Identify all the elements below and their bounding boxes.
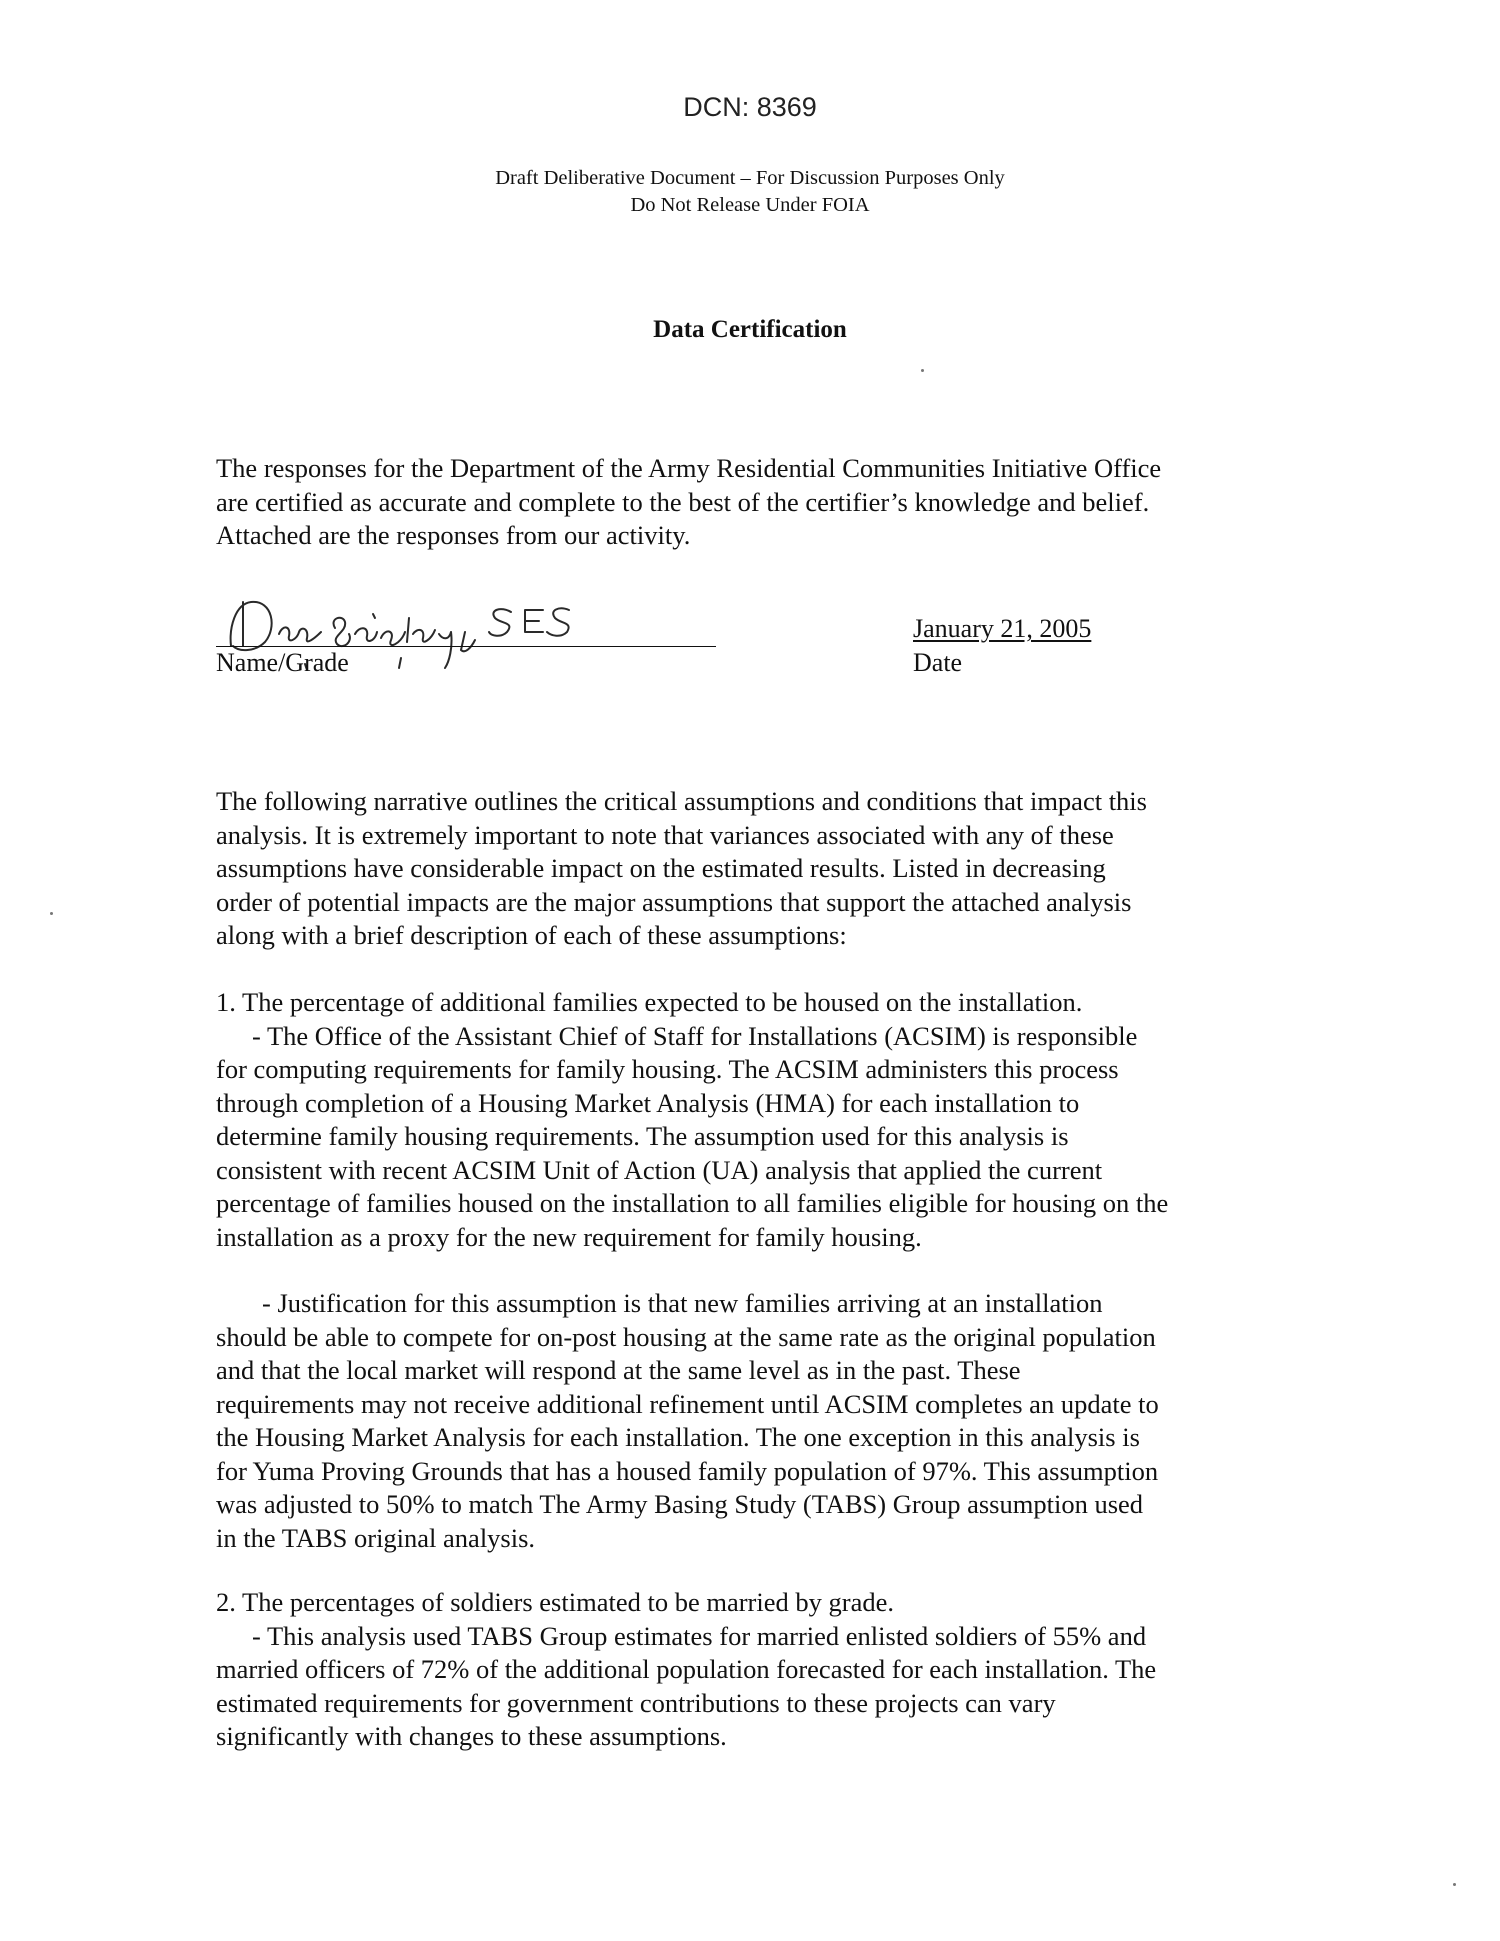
scan-speck	[50, 912, 53, 915]
assumption-1-bullet-2-line: in the TABS original analysis.	[216, 1522, 536, 1553]
assumption-1-bullet-2-line: and that the local market will respond at the same level as in the past. These	[216, 1355, 1021, 1385]
signature-line	[216, 646, 716, 647]
certification-date: January 21, 2005	[913, 614, 1092, 643]
draft-notice-line-2: Do Not Release Under FOIA	[630, 194, 870, 216]
narrative-line: assumptions have considerable impact on the estimated results. Listed in decreasing	[216, 853, 1106, 883]
name-grade-label: Name/Grade	[216, 648, 349, 677]
assumption-1-bullet-1-line: through completion of a Housing Market Analysis (HMA) for each installation to	[216, 1087, 1080, 1118]
assumption-1-justification	[216, 1287, 1296, 1555]
assumption-1-bullet-1-line: consistent with recent ACSIM Unit of Action (UA) analysis that applied the current	[216, 1154, 1103, 1185]
assumption-1-bullet-2-line: should be able to compete for on-post housing at the same rate as the original population	[216, 1321, 1156, 1352]
document-title: Data Certification	[653, 316, 847, 343]
assumption-1-bullet-1-line: - The Office of the Assistant Chief of Staff for Installations (ACSIM) is responsible	[252, 1020, 1138, 1051]
certification-line: Attached are the responses from our activity.	[216, 520, 691, 550]
assumption-1-bullet-1-line: for computing requirements for family housing. The ACSIM administers this process	[216, 1054, 1119, 1084]
assumption-2-bullet-1-line: estimated requirements for government contributions to these projects can vary	[216, 1687, 1056, 1718]
assumption-1-bullet-2-line: for Yuma Proving Grounds that has a housed family population of 97%. This assumption	[216, 1455, 1159, 1486]
assumption-1-bullet-1-line: installation as a proxy for the new requirement for family housing.	[216, 1221, 922, 1252]
certification-line: are certified as accurate and complete to the best of the certifier’s knowledge and belief.	[216, 486, 1150, 517]
assumption-1-bullet-2-line: was adjusted to 50% to match The Army Basing Study (TABS) Group assumption used	[216, 1489, 1144, 1519]
assumption-1	[216, 986, 1296, 1254]
draft-notice	[0, 165, 1500, 219]
assumption-1-bullet-1-line: determine family housing requirements. The assumption used for this analysis is	[216, 1121, 1069, 1151]
narrative-line: analysis. It is extremely important to note that variances associated with any of these	[216, 819, 1114, 850]
narrative-line: The following narrative outlines the critical assumptions and conditions that impact this	[216, 786, 1147, 816]
scan-speck	[921, 369, 924, 372]
assumption-2-bullet-1-line: - This analysis used TABS Group estimates for married enlisted soldiers of 55% and	[252, 1620, 1147, 1651]
dcn-number: DCN: 8369	[683, 92, 817, 122]
assumption-1-heading: 1. The percentage of additional families expected to be housed on the installation.	[216, 987, 1083, 1017]
narrative-line: order of potential impacts are the major assumptions that support the attached analysis	[216, 886, 1132, 917]
assumption-1-bullet-2-line: the Housing Market Analysis for each installation. The one exception in this analysis is	[216, 1422, 1140, 1452]
assumption-2-bullet-1-line: significantly with changes to these assumptions.	[216, 1721, 727, 1751]
certification-line: The responses for the Department of the Army Residential Communities Initiative Office	[216, 453, 1162, 483]
assumption-1-bullet-1-line: percentage of families housed on the installation to all families eligible for housing on the	[216, 1188, 1169, 1218]
certification-paragraph	[216, 452, 1296, 553]
narrative-intro	[216, 785, 1296, 953]
assumption-1-bullet-2-line: requirements may not receive additional refinement until ACSIM completes an update to	[216, 1388, 1159, 1419]
date-label: Date	[913, 648, 963, 677]
assumption-2-bullet-1-line: married officers of 72% of the additional population forecasted for each installation. The	[216, 1654, 1157, 1684]
assumption-1-bullet-2-line: - Justification for this assumption is that new families arriving at an installation	[262, 1288, 1103, 1318]
scan-speck	[1453, 1883, 1456, 1886]
draft-notice-line-1: Draft Deliberative Document – For Discussion Purposes Only	[495, 167, 1005, 189]
assumption-2-heading: 2. The percentages of soldiers estimated to be married by grade.	[216, 1587, 894, 1617]
narrative-line: along with a brief description of each of these assumptions:	[216, 920, 847, 950]
assumption-2	[216, 1586, 1296, 1754]
